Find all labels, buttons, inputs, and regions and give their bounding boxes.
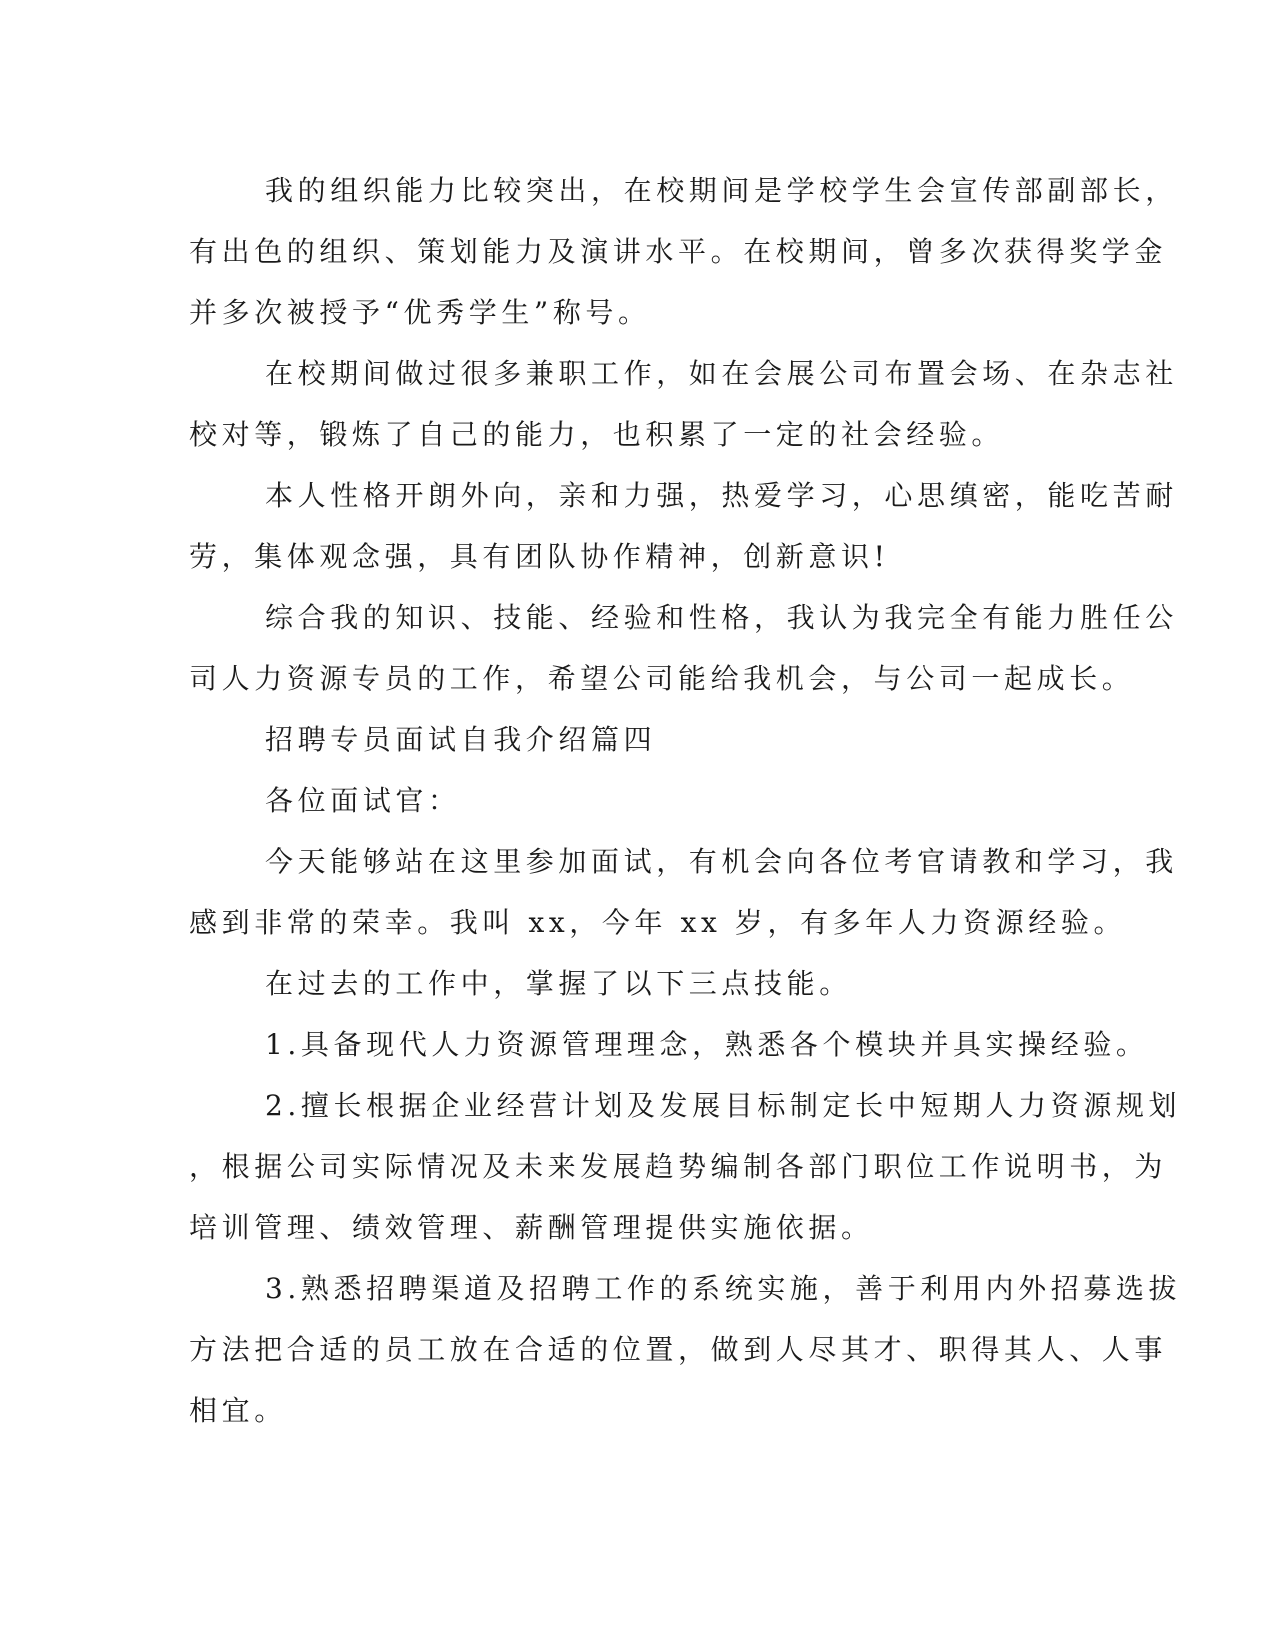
text-line: 并多次被授予“优秀学生”称号。 — [189, 296, 651, 329]
list-item: 3.熟悉招聘渠道及招聘工作的系统实施，善于利用内外招募选拔 — [265, 1272, 1182, 1305]
text-line: 方法把合适的员工放在合适的位置，做到人尽其才、职得其人、人事 — [189, 1333, 1168, 1366]
text-line: 综合我的知识、技能、经验和性格，我认为我完全有能力胜任公 — [265, 601, 1178, 634]
text-line: 相宜。 — [189, 1394, 287, 1427]
text-line: 劳，集体观念强，具有团队协作精神，创新意识! — [189, 540, 890, 573]
text-line: 感到非常的荣幸。我叫 xx，今年 xx 岁，有多年人力资源经验。 — [189, 906, 1127, 939]
text-line: 培训管理、绩效管理、薪酬管理提供实施依据。 — [189, 1211, 874, 1244]
text-line: 在过去的工作中，掌握了以下三点技能。 — [265, 967, 852, 1000]
text-line: ，根据公司实际情况及未来发展趋势编制各部门职位工作说明书，为 — [189, 1150, 1168, 1183]
list-item: 1.具备现代人力资源管理理念，熟悉各个模块并具实操经验。 — [265, 1028, 1149, 1061]
document-body — [189, 160, 1182, 1441]
text-line: 在校期间做过很多兼职工作，如在会展公司布置会场、在杂志社 — [265, 357, 1178, 390]
text-line: 有出色的组织、策划能力及演讲水平。在校期间，曾多次获得奖学金 — [189, 235, 1168, 268]
text-line: 校对等，锻炼了自己的能力，也积累了一定的社会经验。 — [189, 418, 1005, 451]
salutation: 各位面试官： — [265, 784, 461, 817]
text-line: 本人性格开朗外向，亲和力强，热爱学习，心思缜密，能吃苦耐 — [265, 479, 1178, 512]
text-line: 司人力资源专员的工作，希望公司能给我机会，与公司一起成长。 — [189, 662, 1135, 695]
section-heading: 招聘专员面试自我介绍篇四 — [265, 723, 657, 756]
list-item: 2.擅长根据企业经营计划及发展目标制定长中短期人力资源规划 — [265, 1089, 1182, 1122]
text-line: 今天能够站在这里参加面试，有机会向各位考官请教和学习，我 — [265, 845, 1178, 878]
text-line: 我的组织能力比较突出，在校期间是学校学生会宣传部副部长， — [265, 174, 1178, 207]
